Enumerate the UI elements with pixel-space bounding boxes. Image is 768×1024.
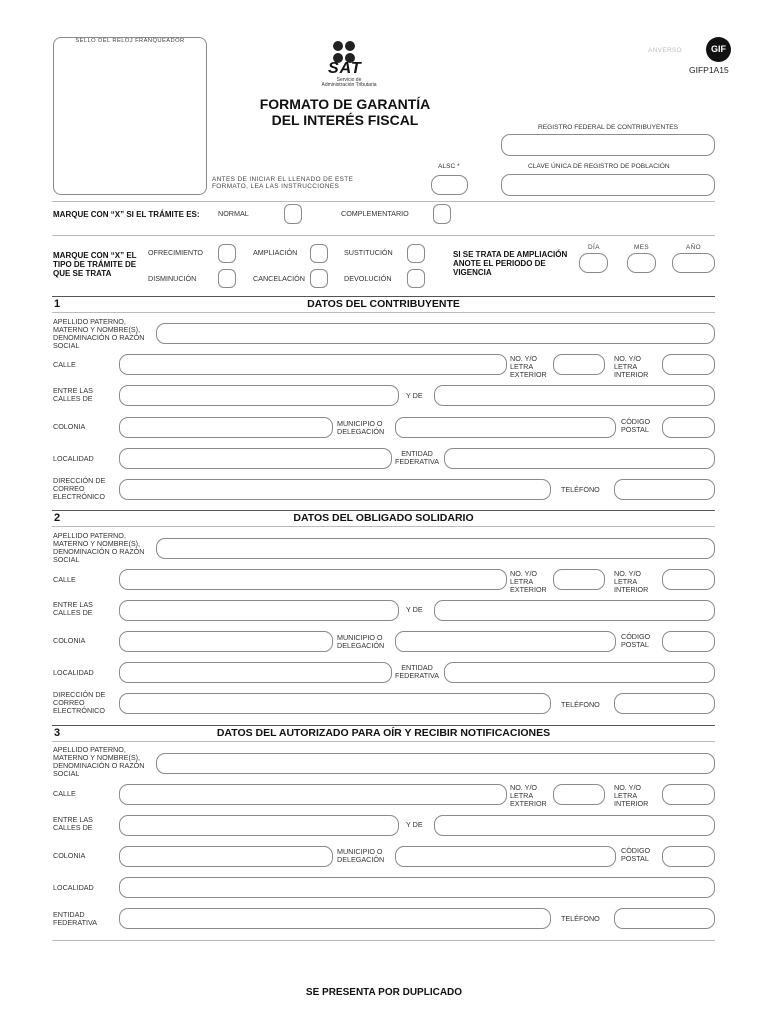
s1-no-exterior-field[interactable] <box>553 354 605 375</box>
tramite-complementario-label: COMPLEMENTARIO <box>341 209 409 218</box>
anio-label: AÑO <box>686 244 702 251</box>
s3-localidad-label: LOCALIDAD <box>53 883 94 892</box>
section-1-title: DATOS DEL CONTRIBUYENTE <box>307 298 460 310</box>
form-title-line2: DEL INTERÉS FISCAL <box>271 112 419 128</box>
s2-colonia-field[interactable] <box>119 631 333 652</box>
s2-no-exterior-label: NO. Y/O LETRA EXTERIOR <box>510 569 547 594</box>
s2-entre-calles-field[interactable] <box>119 600 399 621</box>
s1-no-interior-label: NO. Y/O LETRA INTERIOR <box>614 354 649 379</box>
rfc-field[interactable] <box>501 134 715 156</box>
tramite-label: MARQUE CON “X” SI EL TRÁMITE ES: <box>53 210 200 219</box>
s3-y-de-label: Y DE <box>406 820 423 829</box>
s2-codigo-postal-label: CÓDIGO POSTAL <box>621 632 651 649</box>
s1-correo-label: DIRECCIÓN DE CORREO ELECTRÓNICO <box>53 476 106 501</box>
alsc-field[interactable] <box>431 175 468 195</box>
s1-municipio-field[interactable] <box>395 417 616 438</box>
divider-header <box>52 201 715 202</box>
s1-telefono-field[interactable] <box>614 479 715 500</box>
curp-field[interactable] <box>501 174 715 196</box>
s2-no-interior-field[interactable] <box>662 569 715 590</box>
section-3-title-rule <box>52 741 715 742</box>
s3-telefono-label: TELÉFONO <box>561 914 600 923</box>
s1-municipio-label: MUNICIPIO O DELEGACIÓN <box>337 419 385 436</box>
s1-nombre-label: APELLIDO PATERNO, MATERNO Y NOMBRE(S), DENOMINACIÓN O RAZÓN SOCIAL <box>53 317 145 350</box>
vigencia-label: SI SE TRATA DE AMPLIACIÓN ANOTE EL PERIODO DE VIGENCIA <box>453 250 568 277</box>
s3-municipio-field[interactable] <box>395 846 616 867</box>
disminucion-checkbox[interactable] <box>218 269 236 288</box>
s1-y-de-label: Y DE <box>406 391 423 400</box>
s2-entidad-label: ENTIDAD FEDERATIVA <box>395 663 440 680</box>
stamp-box <box>53 37 207 195</box>
s3-localidad-field[interactable] <box>119 877 715 898</box>
s3-no-interior-label: NO. Y/O LETRA INTERIOR <box>614 783 649 808</box>
section-2-top-rule <box>52 510 715 511</box>
ampliacion-checkbox[interactable] <box>310 244 328 263</box>
s2-municipio-field[interactable] <box>395 631 616 652</box>
footer-note: SE PRESENTA POR DUPLICADO <box>305 987 463 998</box>
s3-no-interior-field[interactable] <box>662 784 715 805</box>
cancelacion-label: CANCELACIÓN <box>253 274 305 283</box>
s2-telefono-label: TELÉFONO <box>561 700 600 709</box>
s1-entre-calles-field[interactable] <box>119 385 399 406</box>
s3-telefono-field[interactable] <box>614 908 715 929</box>
s2-localidad-label: LOCALIDAD <box>53 668 94 677</box>
s3-entre-calles-label: ENTRE LAS CALLES DE <box>53 815 93 832</box>
s1-codigo-postal-label: CÓDIGO POSTAL <box>621 417 651 434</box>
section-1-number: 1 <box>54 298 61 310</box>
s3-entidad-field[interactable] <box>119 908 551 929</box>
s2-entre-calles-label: ENTRE LAS CALLES DE <box>53 600 93 617</box>
s1-telefono-label: TELÉFONO <box>561 485 600 494</box>
devolucion-checkbox[interactable] <box>407 269 425 288</box>
gif-badge <box>706 37 731 62</box>
s1-entidad-field[interactable] <box>444 448 715 469</box>
gif-badge-text: GIF <box>711 44 726 54</box>
s3-nombre-field[interactable] <box>156 753 715 774</box>
s1-calle-label: CALLE <box>53 360 76 369</box>
tipo-tramite-label: MARQUE CON “X” EL TIPO DE TRÁMITE DE QUE SE TRATA <box>53 251 137 278</box>
s1-correo-field[interactable] <box>119 479 551 500</box>
ampliacion-label: AMPLIACIÓN <box>253 248 298 257</box>
dia-label: DÍA <box>588 244 600 251</box>
s3-calle-field[interactable] <box>119 784 507 805</box>
section-2-title-rule <box>52 526 715 527</box>
tramite-complementario-checkbox[interactable] <box>433 204 451 224</box>
section-1-title-rule <box>52 312 715 313</box>
s3-codigo-postal-label: CÓDIGO POSTAL <box>621 846 651 863</box>
s3-y-de-field[interactable] <box>434 815 715 836</box>
anverso-label: ANVERSO <box>648 47 683 54</box>
section-3-top-rule <box>52 725 715 726</box>
s2-nombre-label: APELLIDO PATERNO, MATERNO Y NOMBRE(S), DENOMINACIÓN O RAZÓN SOCIAL <box>53 531 145 564</box>
s1-no-exterior-label: NO. Y/O LETRA EXTERIOR <box>510 354 547 379</box>
s1-y-de-field[interactable] <box>434 385 715 406</box>
s3-no-exterior-field[interactable] <box>553 784 605 805</box>
curp-label: CLAVE ÚNICA DE REGISTRO DE POBLACIÓN <box>528 163 670 170</box>
sustitucion-label: SUSTITUCIÓN <box>344 248 393 257</box>
section-3-number: 3 <box>54 727 61 739</box>
s3-colonia-label: COLONIA <box>53 851 86 860</box>
s1-colonia-field[interactable] <box>119 417 333 438</box>
vigencia-dia-field[interactable] <box>579 253 608 273</box>
s2-y-de-label: Y DE <box>406 605 423 614</box>
s3-calle-label: CALLE <box>53 789 76 798</box>
s1-localidad-label: LOCALIDAD <box>53 454 94 463</box>
section-2-title: DATOS DEL OBLIGADO SOLIDARIO <box>293 512 474 524</box>
s2-entidad-field[interactable] <box>444 662 715 683</box>
s1-no-interior-field[interactable] <box>662 354 715 375</box>
instructions-note: ANTES DE INICIAR EL LLENADO DE ESTE FORMATO, LEA LAS INSTRUCCIONES <box>212 176 354 190</box>
s1-colonia-label: COLONIA <box>53 422 86 431</box>
s2-calle-field[interactable] <box>119 569 507 590</box>
divider-tramite <box>52 235 715 236</box>
mes-label: MES <box>634 244 650 251</box>
s2-y-de-field[interactable] <box>434 600 715 621</box>
s2-localidad-field[interactable] <box>119 662 392 683</box>
s2-codigo-postal-field[interactable] <box>662 631 715 652</box>
rfc-label: REGISTRO FEDERAL DE CONTRIBUYENTES <box>537 124 679 131</box>
s3-no-exterior-label: NO. Y/O LETRA EXTERIOR <box>510 783 547 808</box>
s2-municipio-label: MUNICIPIO O DELEGACIÓN <box>337 633 385 650</box>
s3-entre-calles-field[interactable] <box>119 815 399 836</box>
disminucion-label: DISMINUCIÓN <box>148 274 197 283</box>
section-2-number: 2 <box>54 512 61 524</box>
s2-colonia-label: COLONIA <box>53 636 86 645</box>
s1-nombre-field[interactable] <box>156 323 715 344</box>
sat-logo-subtitle-2: Administración Tributaria <box>321 82 377 88</box>
s3-colonia-field[interactable] <box>119 846 333 867</box>
alsc-label: ALSC * <box>438 163 460 170</box>
sat-logo-subtitle-1: Servicio de <box>336 77 362 83</box>
form-title-line1: FORMATO DE GARANTÍA <box>259 96 431 112</box>
section-3-bottom-rule <box>52 940 715 941</box>
s2-calle-label: CALLE <box>53 575 76 584</box>
s3-codigo-postal-field[interactable] <box>662 846 715 867</box>
cancelacion-checkbox[interactable] <box>310 269 328 288</box>
sat-logo-name: SAT <box>328 60 362 77</box>
s1-calle-field[interactable] <box>119 354 507 375</box>
s2-correo-field[interactable] <box>119 693 551 714</box>
stamp-label: SELLO DEL RELOJ FRANQUEADOR <box>75 38 185 44</box>
s2-no-interior-label: NO. Y/O LETRA INTERIOR <box>614 569 649 594</box>
sustitucion-checkbox[interactable] <box>407 244 425 263</box>
s2-nombre-field[interactable] <box>156 538 715 559</box>
form-code: GIFP1A15 <box>689 65 729 75</box>
s2-no-exterior-field[interactable] <box>553 569 605 590</box>
s1-localidad-field[interactable] <box>119 448 392 469</box>
vigencia-mes-field[interactable] <box>627 253 656 273</box>
vigencia-anio-field[interactable] <box>672 253 715 273</box>
tramite-normal-label: NORMAL <box>218 209 249 218</box>
sat-logo <box>318 40 380 90</box>
ofrecimiento-label: OFRECIMIENTO <box>148 248 203 257</box>
devolucion-label: DEVOLUCIÓN <box>344 274 392 283</box>
s2-correo-label: DIRECCIÓN DE CORREO ELECTRÓNICO <box>53 690 106 715</box>
s1-codigo-postal-field[interactable] <box>662 417 715 438</box>
section-3-title: DATOS DEL AUTORIZADO PARA OÍR Y RECIBIR NOTIFICACIONES <box>216 727 551 739</box>
s1-entidad-label: ENTIDAD FEDERATIVA <box>395 449 440 466</box>
s1-entre-calles-label: ENTRE LAS CALLES DE <box>53 386 93 403</box>
s2-telefono-field[interactable] <box>614 693 715 714</box>
ofrecimiento-checkbox[interactable] <box>218 244 236 263</box>
section-1-top-rule <box>52 296 715 297</box>
tramite-normal-checkbox[interactable] <box>284 204 302 224</box>
s3-entidad-label: ENTIDAD FEDERATIVA <box>53 910 98 927</box>
s3-municipio-label: MUNICIPIO O DELEGACIÓN <box>337 847 385 864</box>
s3-nombre-label: APELLIDO PATERNO, MATERNO Y NOMBRE(S), DENOMINACIÓN O RAZÓN SOCIAL <box>53 745 145 778</box>
